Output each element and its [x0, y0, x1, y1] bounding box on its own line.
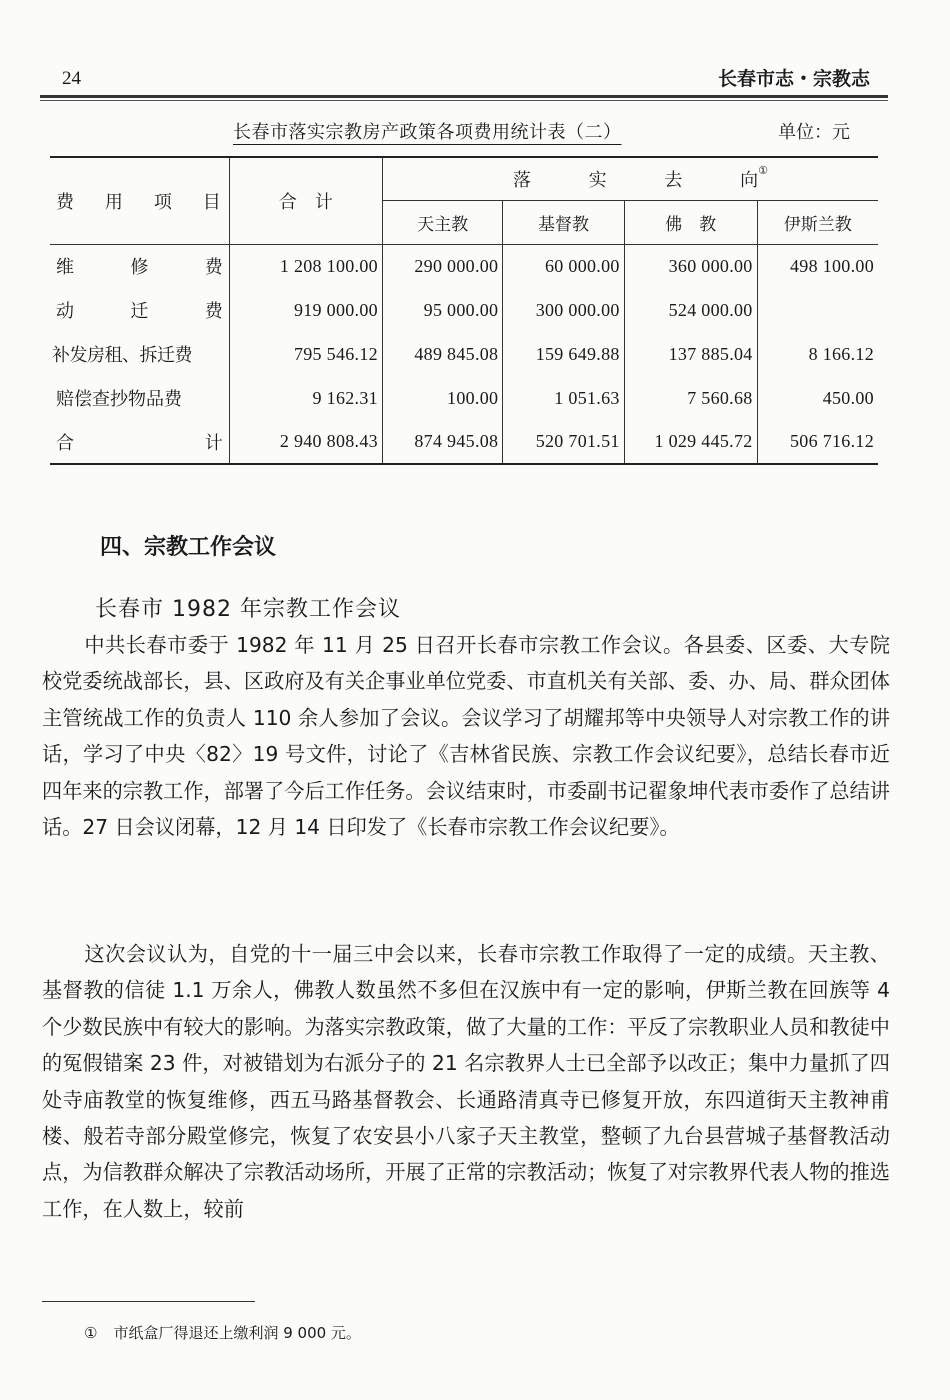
cell-catholic: 100.00: [382, 376, 502, 420]
footnote-text: 市纸盒厂得退还上缴利润 9 000 元。: [113, 1324, 361, 1342]
header-total: 合 计: [229, 157, 382, 244]
header-item-char: 费: [56, 191, 74, 213]
table-row: [50, 376, 878, 420]
row-label-char: 费: [204, 257, 223, 279]
cell-protestant: 300 000.00: [503, 288, 624, 332]
cell-total: 1 208 100.00: [229, 244, 382, 288]
table-row: [50, 244, 878, 288]
row-label: [50, 420, 229, 464]
row-label: [50, 244, 229, 288]
footnote-rule: [42, 1301, 255, 1302]
cell-islam: 8 166.12: [808, 343, 874, 364]
header-buddhism: 佛 教: [624, 200, 757, 244]
header-protestant: 基督教: [503, 200, 624, 244]
group-label-char: 落: [512, 169, 531, 191]
header-item-char: 目: [202, 191, 221, 213]
header-item-char: 项: [153, 191, 172, 213]
cell-buddhism: 360 000.00: [624, 244, 757, 288]
page-number: 24: [62, 68, 81, 89]
header-group-destination: [382, 157, 878, 200]
cell-total: 9 162.31: [229, 376, 382, 420]
body-paragraph: 中共长春市委于 1982 年 11 月 25 日召开长春市宗教工作会议。各县委、区委、大专院校党委统战部长，县、区政府及有关企事业单位党委、市直机关有关部、委、办、局、群众团体主管统战工作的负责人 110 余人参加了会议。会议学习了胡耀邦等中央领导人对宗教工作的讲话，学习了中央〈82〉19 号文件，讨论了《吉林省民族、宗教工作会议纪要》，总结长春市近四年来的宗教工作，部署了今后工作任务。会议结束时，市委副书记翟象坤代表市委作了总结讲话。27 日会议闭幕，12 月 14 日印发了《长春市宗教工作会议纪要》。: [42, 633, 890, 840]
footnote-mark: ①: [84, 1324, 98, 1342]
header-item-char: 用: [104, 191, 123, 213]
row-label-char: 修: [130, 257, 149, 279]
row-label-char: 动: [56, 301, 74, 322]
row-label-char: 计: [204, 432, 223, 454]
subsection-heading: 长春市 1982 年宗教工作会议: [95, 597, 401, 622]
row-label-char: 费: [204, 301, 223, 322]
section-heading: 四、宗教工作会议: [100, 535, 277, 560]
cell-protestant: 1 051.63: [503, 376, 624, 420]
header-rule: [40, 95, 888, 98]
cell-catholic: 874 945.08: [382, 420, 502, 464]
cell-catholic: 489 845.08: [382, 332, 502, 376]
row-label: 赔偿查抄物品费: [50, 376, 229, 420]
row-label: [50, 288, 229, 332]
row-label: 补发房租、拆迁费: [50, 332, 229, 376]
cell-islam: 498 100.00: [790, 255, 874, 276]
table-title: 长春市落实宗教房产政策各项费用统计表（二）: [233, 122, 622, 143]
running-title: 长春市志・宗教志: [717, 68, 870, 90]
cell-protestant: 520 701.51: [503, 420, 624, 464]
header-rule-thin: [40, 100, 888, 101]
expense-table: [50, 156, 878, 465]
table-unit: 单位：元: [778, 122, 850, 143]
cell-islam: 506 716.12: [790, 431, 874, 451]
cell-catholic: 95 000.00: [382, 288, 502, 332]
cell-total: 2 940 808.43: [229, 420, 382, 464]
header-islam: 伊斯兰教: [757, 200, 878, 244]
cell-protestant: 159 649.88: [503, 332, 624, 376]
cell-buddhism: 137 885.04: [624, 332, 757, 376]
footnote-ref[interactable]: ①: [758, 163, 768, 177]
group-label-last: [740, 163, 768, 192]
cell-islam: 450.00: [822, 387, 874, 408]
row-label-char: 合: [56, 432, 74, 454]
cell-islam: [757, 288, 878, 332]
group-label-char: 去: [664, 169, 683, 191]
cell-total: 795 546.12: [229, 332, 382, 376]
footnote: [84, 1322, 361, 1343]
body-paragraph: 这次会议认为，自党的十一届三中会以来，长春市宗教工作取得了一定的成绩。天主教、基督教的信徒 1.1 万余人，佛教人数虽然不多但在汉族中有一定的影响，伊斯兰教在回族等 4 个少数民族中有较大的影响。为落实宗教政策，做了大量的工作：平反了宗教职业人员和教徒中的冤假错案 23 件，对被错划为右派分子的 21 名宗教界人士已全部予以改正；集中力量抓了四处寺庙教堂的恢复维修，西五马路基督教会、长通路清真寺已修复开放，东四道街天主教神甫楼、般若寺部分殿堂修完，恢复了农安县小八家子天主教堂，整顿了九台县营城子基督教活动点，为信教群众解决了宗教活动场所，开展了正常的宗教活动；恢复了对宗教界代表人物的推选工作，在人数上，较前: [42, 942, 890, 1221]
cell-protestant: 60 000.00: [503, 244, 624, 288]
cell-total: 919 000.00: [229, 288, 382, 332]
cell-buddhism: 1 029 445.72: [624, 420, 757, 464]
group-label-char: 向: [740, 169, 759, 191]
cell-catholic: 290 000.00: [382, 244, 502, 288]
table-row-total: [50, 420, 878, 464]
table-row: [50, 332, 878, 376]
row-label-char: 维: [56, 257, 74, 279]
group-label-char: 实: [588, 169, 607, 191]
row-label-char: 迁: [130, 301, 149, 322]
table-row: [50, 288, 878, 332]
header-item: [50, 157, 229, 244]
cell-buddhism: 7 560.68: [624, 376, 757, 420]
header-catholic: 天主教: [382, 200, 502, 244]
cell-buddhism: 524 000.00: [624, 288, 757, 332]
